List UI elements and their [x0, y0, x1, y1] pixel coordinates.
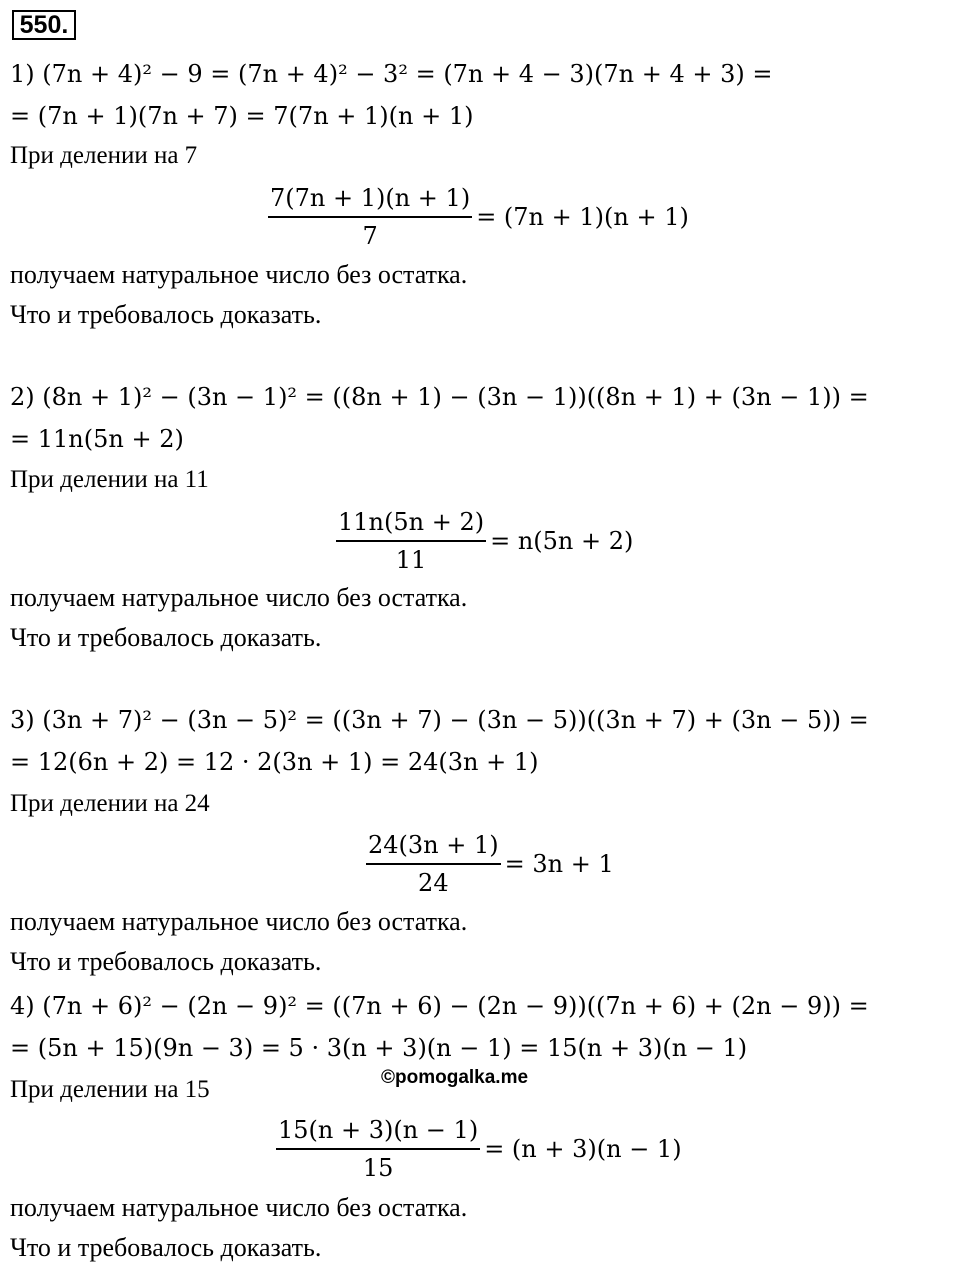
- part1-line2: = (7n + 1)(7n + 7) = 7(7n + 1)(n + 1): [10, 102, 474, 130]
- part3-line2: = 12(6n + 2) = 12 · 2(3n + 1) = 24(3n + 1): [10, 748, 539, 776]
- part1-fraction-equation: [268, 184, 689, 250]
- part1-conclusion1: получаем натуральное число без остатка.: [10, 260, 468, 289]
- part4-fraction-result: = (n + 3)(n − 1): [484, 1135, 682, 1163]
- part2-line1: 2) (8n + 1)² − (3n − 1)² = ((8n + 1) − (3n − 1))((8n + 1) + (3n − 1)) =: [10, 383, 869, 411]
- part2-fraction-denominator: 11: [395, 546, 427, 574]
- part3-fraction-numerator: 24(3n + 1): [366, 831, 501, 865]
- part4-division-text: При делении на 15: [10, 1076, 210, 1103]
- part4-fraction-denominator: 15: [362, 1154, 394, 1182]
- part3-fraction-equation: [366, 831, 614, 897]
- part2-conclusion2: Что и требовалось доказать.: [10, 623, 322, 652]
- part2-fraction-equation: [336, 508, 633, 574]
- part2-conclusion1: получаем натуральное число без остатка.: [10, 583, 468, 612]
- part3-line1: 3) (3n + 7)² − (3n − 5)² = ((3n + 7) − (3n − 5))((3n + 7) + (3n − 5)) =: [10, 706, 869, 734]
- part2-fraction: [336, 508, 486, 574]
- part2-line2: = 11n(5n + 2): [10, 425, 184, 453]
- part4-line2: = (5n + 15)(9n − 3) = 5 · 3(n + 3)(n − 1) = 15(n + 3)(n − 1): [10, 1034, 748, 1062]
- part2-fraction-result: = n(5n + 2): [490, 527, 634, 555]
- part3-fraction-result: = 3n + 1: [504, 850, 614, 878]
- part1-line1: 1) (7n + 4)² − 9 = (7n + 4)² − 3² = (7n + 4 − 3)(7n + 4 + 3) =: [10, 60, 773, 88]
- part3-conclusion1: получаем натуральное число без остатка.: [10, 907, 468, 936]
- part1-fraction-result: = (7n + 1)(n + 1): [476, 203, 689, 231]
- part3-conclusion2: Что и требовалось доказать.: [10, 947, 322, 976]
- part2-division-text: При делении на 11: [10, 466, 209, 493]
- part3-fraction-denominator: 24: [418, 869, 449, 897]
- part4-fraction: [276, 1116, 480, 1182]
- part3-division-text: При делении на 24: [10, 790, 210, 817]
- part4-conclusion2: Что и требовалось доказать.: [10, 1233, 322, 1262]
- part1-fraction: [268, 184, 472, 250]
- watermark: ©pomogalka.me: [381, 1067, 529, 1088]
- part2-fraction-numerator: 11n(5n + 2): [336, 508, 486, 542]
- part1-fraction-numerator: 7(7n + 1)(n + 1): [268, 184, 472, 218]
- part4-conclusion1: получаем натуральное число без остатка.: [10, 1193, 468, 1222]
- problem-number: 550.: [12, 10, 76, 40]
- part1-conclusion2: Что и требовалось доказать.: [10, 300, 322, 329]
- part4-fraction-numerator: 15(n + 3)(n − 1): [276, 1116, 480, 1150]
- part1-division-text: При делении на 7: [10, 142, 198, 169]
- part1-fraction-denominator: 7: [362, 222, 378, 250]
- part3-fraction: [366, 831, 501, 897]
- part4-fraction-equation: [276, 1116, 682, 1182]
- part4-line1: 4) (7n + 6)² − (2n − 9)² = ((7n + 6) − (2n − 9))((7n + 6) + (2n − 9)) =: [10, 992, 869, 1020]
